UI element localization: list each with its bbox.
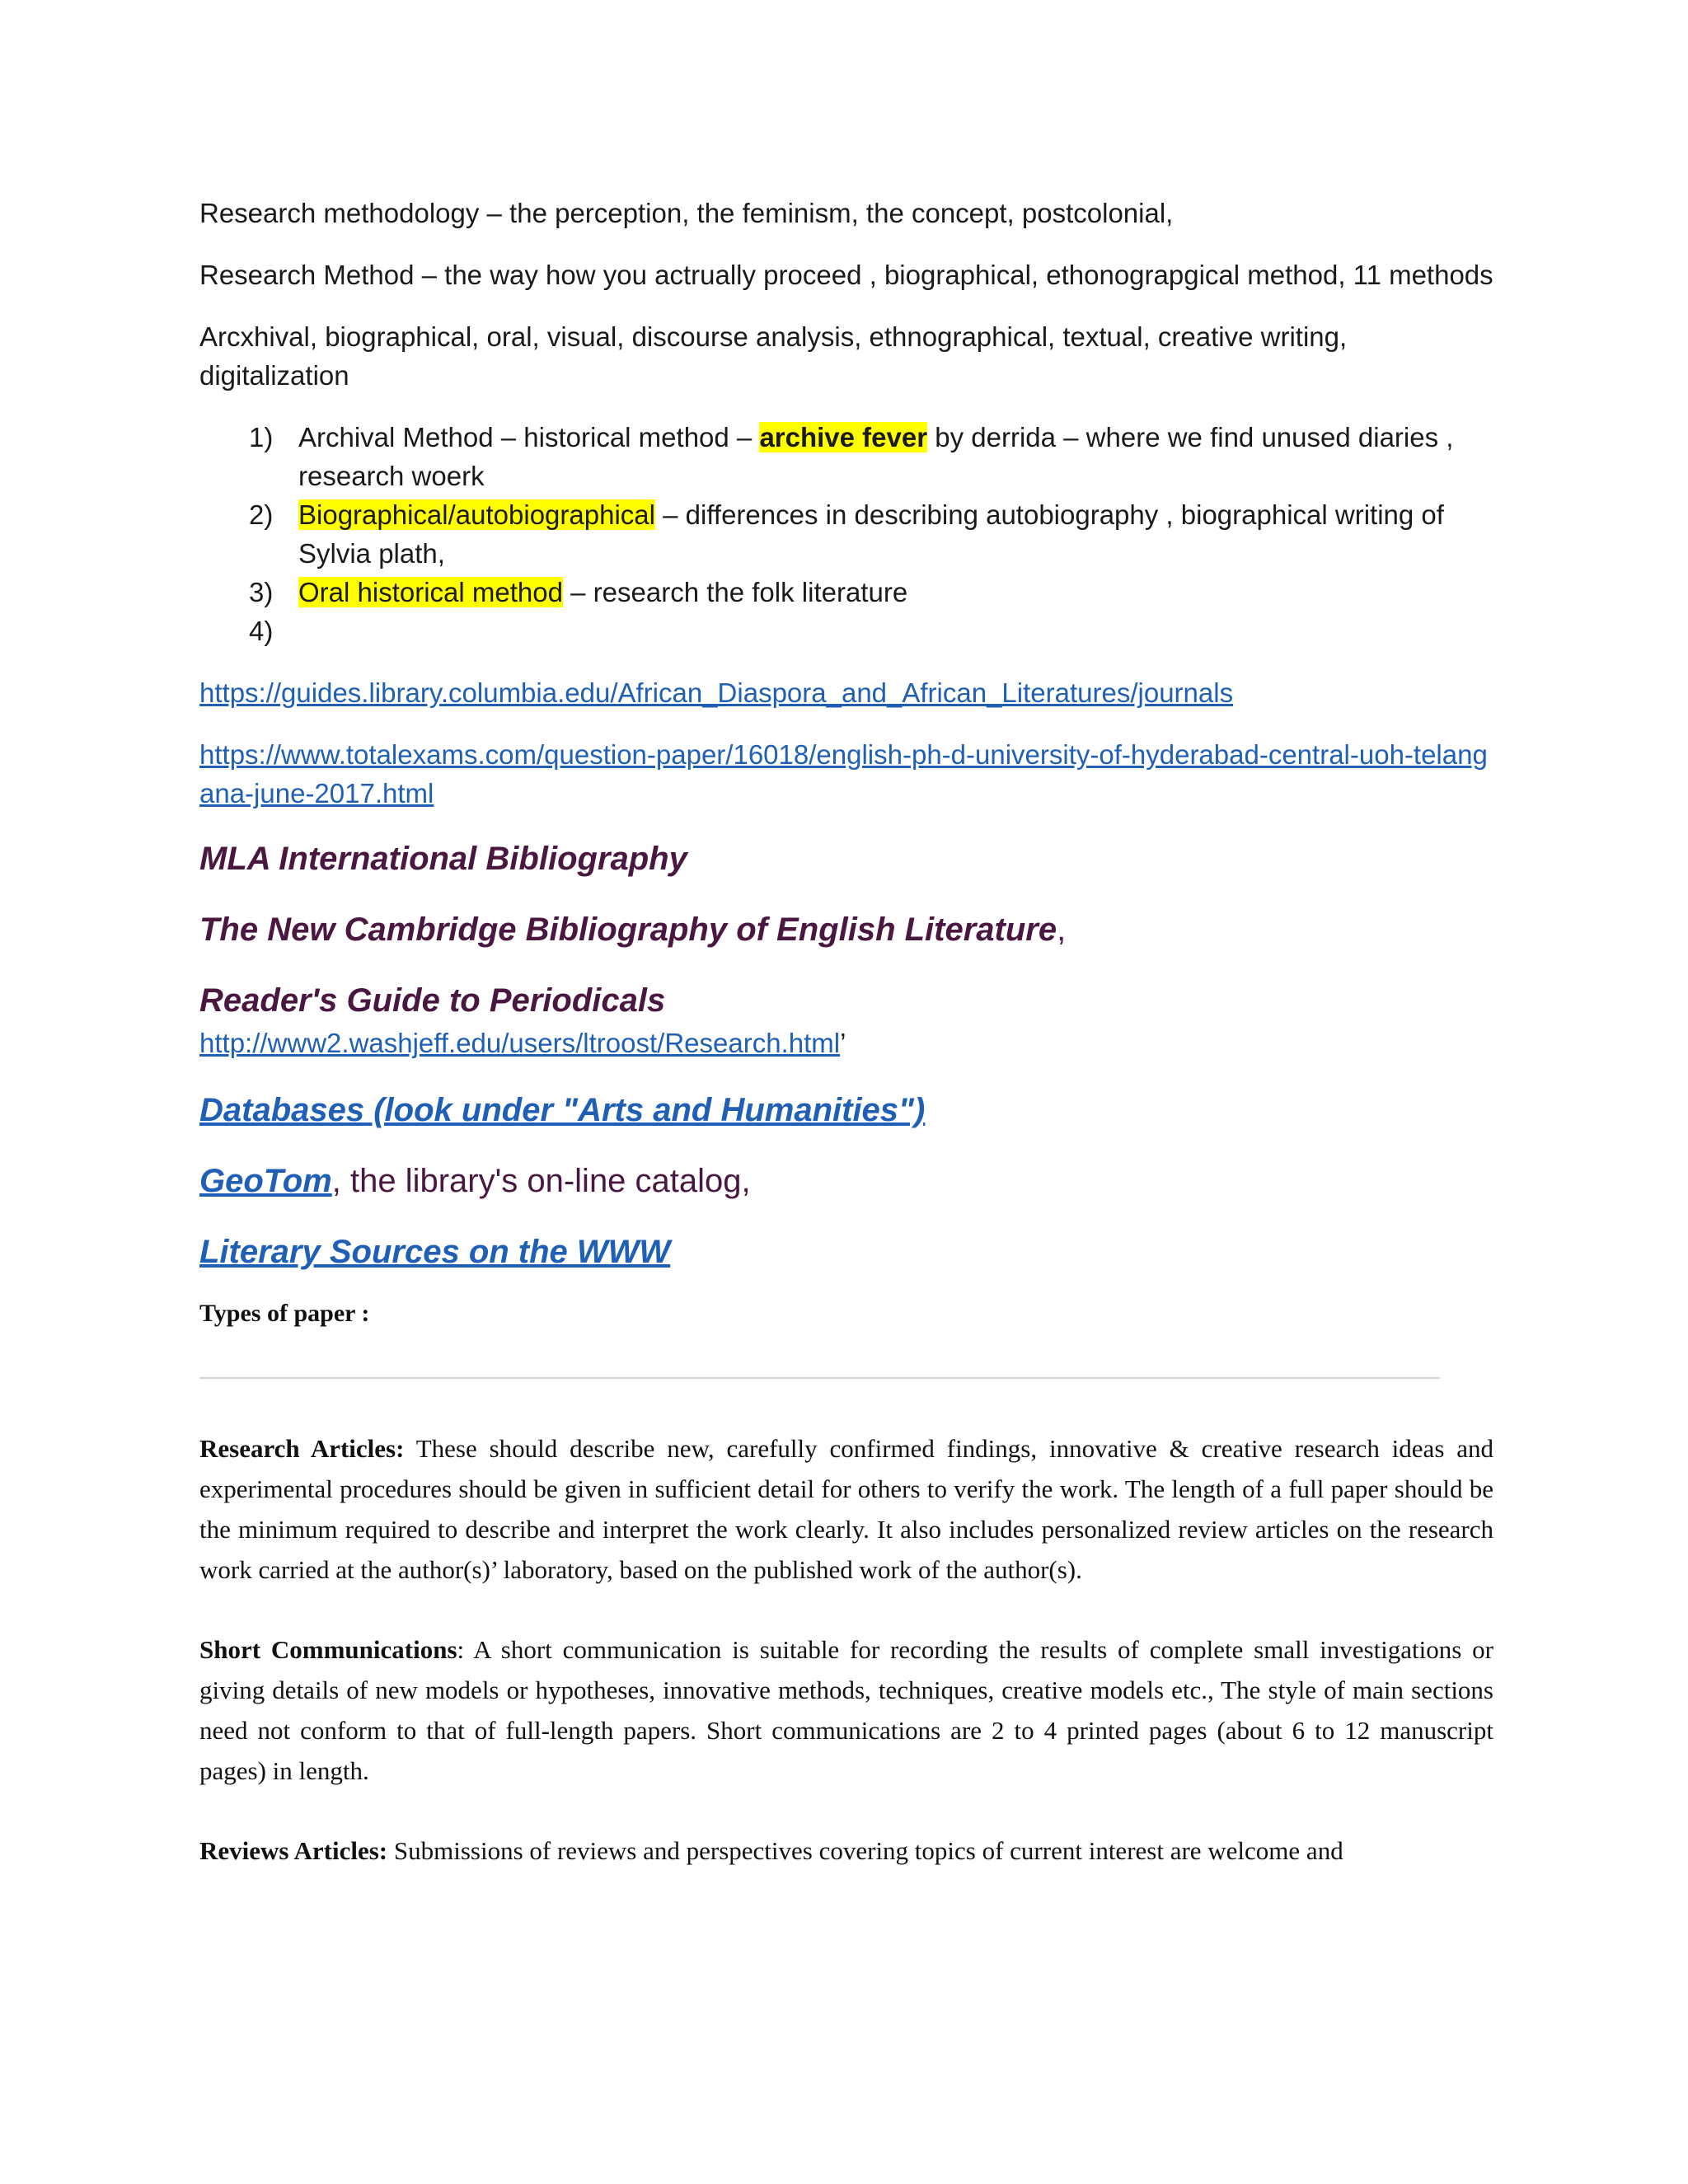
geotom-description: , the library's on-line catalog, xyxy=(331,1163,751,1199)
methods-list xyxy=(199,418,1493,650)
types-of-paper-heading: Types of paper : xyxy=(199,1300,370,1327)
research-articles-title: Research Articles: xyxy=(199,1434,405,1463)
list-text: – differences in describing autobiography , biographical writing of Sylvia plath, xyxy=(298,499,1444,569)
reviews-articles-paragraph xyxy=(199,1830,1493,1871)
cambridge-bibliography-line xyxy=(199,907,1493,953)
databases-link[interactable]: Databases (look under "Arts and Humanities") xyxy=(199,1092,926,1128)
totalexams-link[interactable]: https://www.totalexams.com/question-paper/16018/english-ph-d-university-of-hyderabad-central-uoh-telangana-june-2017.html xyxy=(199,739,1488,808)
list-item xyxy=(199,418,1493,495)
list-text: – research the folk literature xyxy=(562,577,908,607)
literary-line xyxy=(199,1229,1493,1275)
readers-guide-title: Reader's Guide to Periodicals xyxy=(199,982,666,1019)
short-communications-paragraph xyxy=(199,1629,1493,1791)
mla-bibliography-title: MLA International Bibliography xyxy=(199,841,687,877)
short-communications-title: Short Communications xyxy=(199,1635,457,1664)
document-page xyxy=(199,194,1493,1910)
washjeff-link[interactable]: http://www2.washjeff.edu/users/ltroost/Research.html xyxy=(199,1028,841,1058)
list-number: 1) xyxy=(249,422,274,452)
method-line: Research Method – the way how you actrually proceed , biographical, ethonograpgical method, 11 methods xyxy=(199,260,1493,290)
research-articles-text: These should describe new, carefully confirmed findings, innovative & creative research ideas and experimental procedures should be given in sufficient detail for others to verify the work. The length of a full paper should be the minimum required to describe and interpret the work clearly. It also includes personalized review articles on the research work carried at the author(s)’ laboratory, based on the published work of the author(s). xyxy=(199,1434,1493,1584)
list-number: 3) xyxy=(249,577,274,607)
reviews-articles-title: Reviews Articles: xyxy=(199,1836,388,1865)
methodology-line: Research methodology – the perception, the feminism, the concept, postcolonial, xyxy=(199,198,1174,228)
literary-sources-link[interactable]: Literary Sources on the WWW xyxy=(199,1234,671,1270)
methods-list-line: Arcxhival, biographical, oral, visual, discourse analysis, ethnographical, textual, creative writing, digitalization xyxy=(199,321,1348,391)
cambridge-bibliography-title: The New Cambridge Bibliography of English Literature xyxy=(199,912,1057,948)
list-text: by derrida – where we find unused diaries , research woerk xyxy=(298,422,1454,491)
geotom-line xyxy=(199,1158,1493,1204)
list-number: 4) xyxy=(249,616,274,646)
reviews-articles-text: Submissions of reviews and perspectives covering topics of current interest are welcome and xyxy=(387,1836,1343,1865)
short-communications-text: : A short communication is suitable for recording the results of complete small investigations or giving details of new models or hypotheses, innovative methods, techniques, creative models etc., The style of main sections need not conform to that of full-length papers. Short communications are 2 to 4 printed pages (about 6 to 12 manuscript pages) in length. xyxy=(199,1635,1493,1785)
comma: , xyxy=(1057,912,1067,948)
databases-line xyxy=(199,1087,1493,1133)
list-item xyxy=(199,495,1493,573)
list-text: Archival Method – historical method – xyxy=(298,422,760,452)
list-item xyxy=(199,612,1493,650)
highlight-oral-historical: Oral historical method xyxy=(298,577,563,607)
research-articles-paragraph xyxy=(199,1428,1493,1590)
list-number: 2) xyxy=(249,499,274,530)
quote-mark: ’ xyxy=(840,1028,846,1058)
horizontal-divider xyxy=(199,1377,1440,1379)
list-item xyxy=(199,573,1493,612)
columbia-link[interactable]: https://guides.library.columbia.edu/African_Diaspora_and_African_Literatures/journals xyxy=(199,677,1234,708)
highlight-archive-fever: archive fever xyxy=(759,422,928,452)
geotom-link[interactable]: GeoTom xyxy=(199,1163,332,1199)
washjeff-line xyxy=(199,1024,1493,1062)
highlight-biographical: Biographical/autobiographical xyxy=(298,499,655,530)
